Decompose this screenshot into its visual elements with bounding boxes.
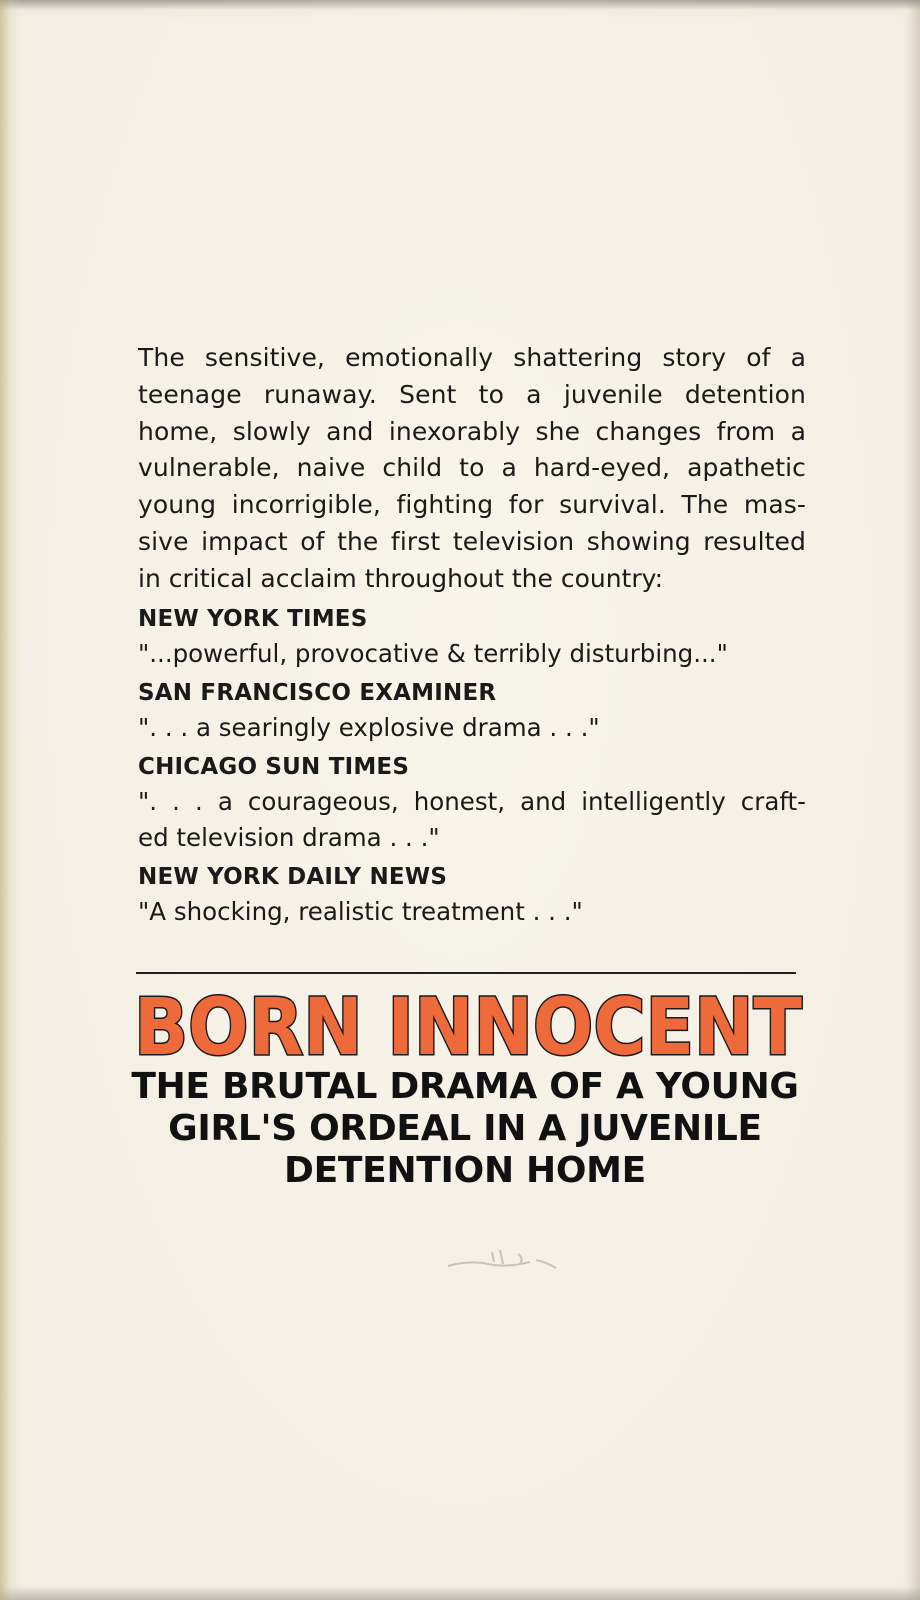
tagline <box>80 1066 850 1192</box>
description-block <box>138 340 806 930</box>
review-chicago-sun-times <box>138 750 806 856</box>
blurb-line: vulnerable, naive child to a hard-eyed, apathetic <box>138 453 806 483</box>
blurb-line: sive impact of the first television showing resulted <box>138 526 806 556</box>
divider-rule <box>136 972 796 974</box>
book-title <box>128 984 808 1066</box>
blurb-line: teenage runaway. Sent to a juvenile detention <box>138 379 806 409</box>
review-san-francisco-examiner <box>138 676 806 746</box>
tagline-line: GIRL'S ORDEAL IN A JUVENILE <box>168 1108 762 1149</box>
review-new-york-daily-news <box>138 860 806 930</box>
review-source: NEW YORK TIMES <box>138 605 368 632</box>
blurb-line: young incorrigible, fighting for survival. The mas- <box>138 490 806 520</box>
review-quote: ed television drama . . ." <box>138 822 440 852</box>
review-quote: ". . . a courageous, honest, and intelligently craft- <box>138 786 806 816</box>
blurb-line: home, slowly and inexorably she changes from a <box>138 416 806 446</box>
blurb-line: in critical acclaim throughout the country: <box>138 563 664 593</box>
review-quote: "A shocking, realistic treatment . . ." <box>138 896 583 926</box>
tagline-line: THE BRUTAL DRAMA OF A YOUNG <box>131 1066 799 1107</box>
tagline-line: DETENTION HOME <box>284 1150 646 1191</box>
book-title-text: BORN INNOCENT <box>134 984 802 1066</box>
blurb-line: The sensitive, emotionally shattering story of a <box>138 343 806 372</box>
review-new-york-times <box>138 602 806 672</box>
review-source: SAN FRANCISCO EXAMINER <box>138 679 497 706</box>
review-quote: ". . . a searingly explosive drama . . ." <box>138 712 600 742</box>
review-source: CHICAGO SUN TIMES <box>138 753 410 780</box>
ink-smudge <box>440 1238 580 1278</box>
review-quote: "...powerful, provocative & terribly disturbing..." <box>138 638 728 668</box>
review-source: NEW YORK DAILY NEWS <box>138 863 448 890</box>
